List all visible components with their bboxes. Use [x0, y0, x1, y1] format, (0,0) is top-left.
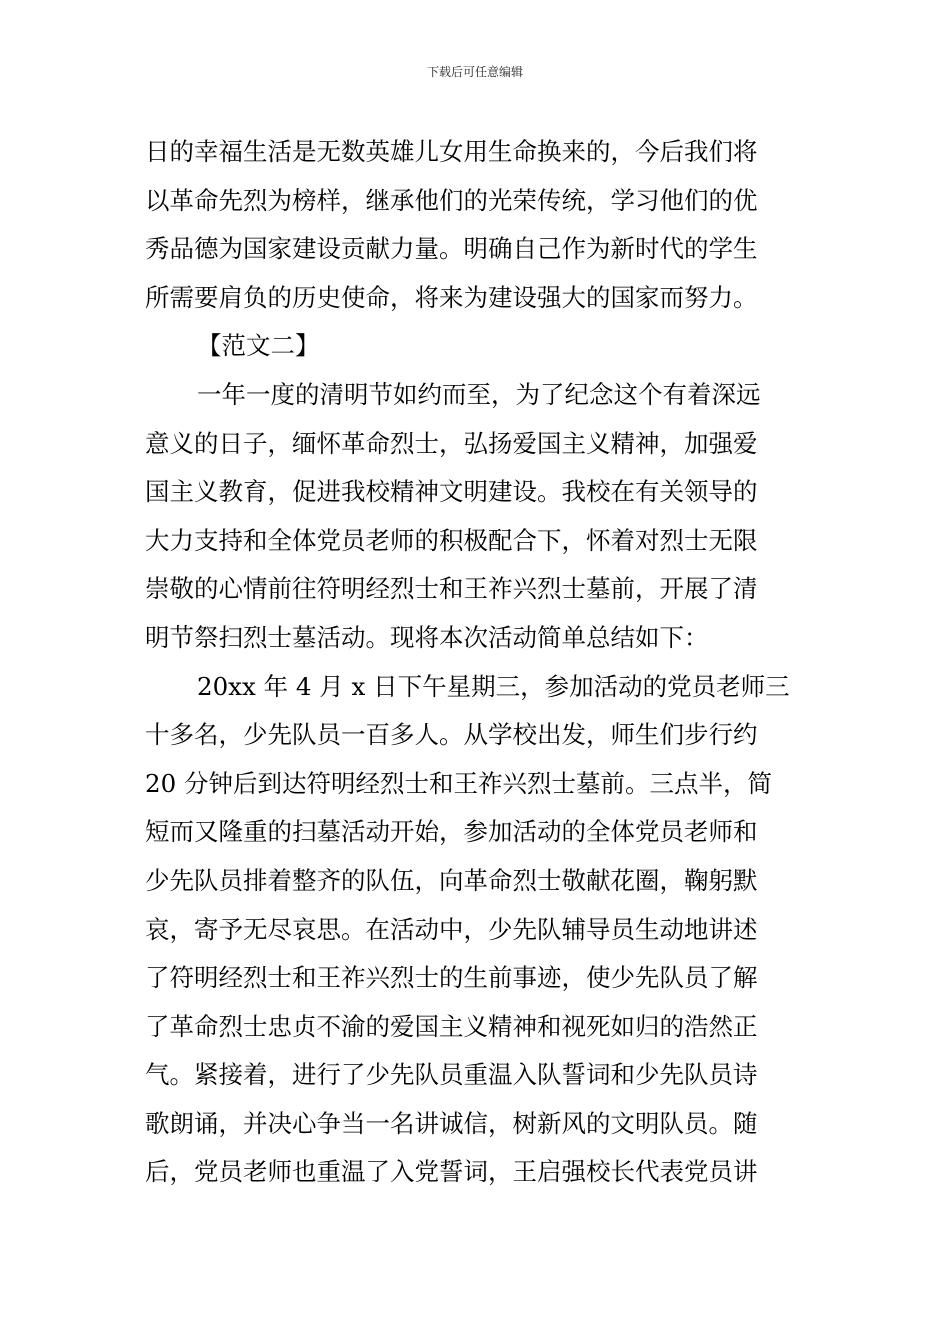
text-line: 一年一度的清明节如约而至，为了纪念这个有着深远: [197, 379, 761, 409]
text-line: 20 分钟后到达符明经烈士和王祚兴烈士墓前。三点半，简: [145, 768, 772, 798]
text-line: 短而又隆重的扫墓活动开始，参加活动的全体党员老师和: [145, 817, 758, 847]
text-line: 20xx 年 4 月 x 日下午星期三，参加活动的党员老师三: [197, 671, 790, 701]
document-body: [145, 128, 825, 1197]
text-line: 少先队员排着整齐的队伍，向革命烈士敬献花圈，鞠躬默: [145, 865, 758, 895]
text-line: 以革命先烈为榜样，继承他们的光荣传统，学习他们的优: [145, 185, 758, 215]
text-line: 意义的日子，缅怀革命烈士，弘扬爱国主义精神，加强爱: [145, 428, 758, 458]
text-line: 气。紧接着，进行了少先队员重温入队誓词和少先队员诗: [145, 1060, 758, 1090]
text-line: 所需要肩负的历史使命，将来为建设强大的国家而努力。: [145, 282, 758, 312]
text-line: 日的幸福生活是无数英雄儿女用生命换来的，今后我们将: [145, 137, 758, 166]
text-line: 明节祭扫烈士墓活动。现将本次活动简单总结如下：: [145, 622, 709, 652]
page-header: 下载后可任意编辑: [426, 65, 523, 79]
text-line: 哀，寄予无尽哀思。在活动中，少先队辅导员生动地讲述: [145, 914, 758, 944]
text-line: 歌朗诵，并决心争当一名讲诚信，树新风的文明队员。随: [145, 1108, 758, 1138]
text-line: 大力支持和全体党员老师的积极配合下，怀着对烈士无限: [145, 525, 758, 555]
text-line: 国主义教育，促进我校精神文明建设。我校在有关领导的: [145, 477, 758, 507]
text-line: 秀品德为国家建设贡献力量。明确自己作为新时代的学生: [145, 234, 758, 264]
text-line: 【范文二】: [197, 331, 320, 361]
text-line: 了革命烈士忠贞不渝的爱国主义精神和视死如归的浩然正: [145, 1011, 758, 1041]
text-line: 后，党员老师也重温了入党誓词，王启强校长代表党员讲: [145, 1157, 758, 1187]
text-line: 崇敬的心情前往符明经烈士和王祚兴烈士墓前，开展了清: [145, 574, 758, 604]
text-line: 了符明经烈士和王祚兴烈士的生前事迹，使少先队员了解: [145, 963, 758, 993]
text-line: 十多名，少先队员一百多人。从学校出发，师生们步行约: [145, 720, 758, 750]
